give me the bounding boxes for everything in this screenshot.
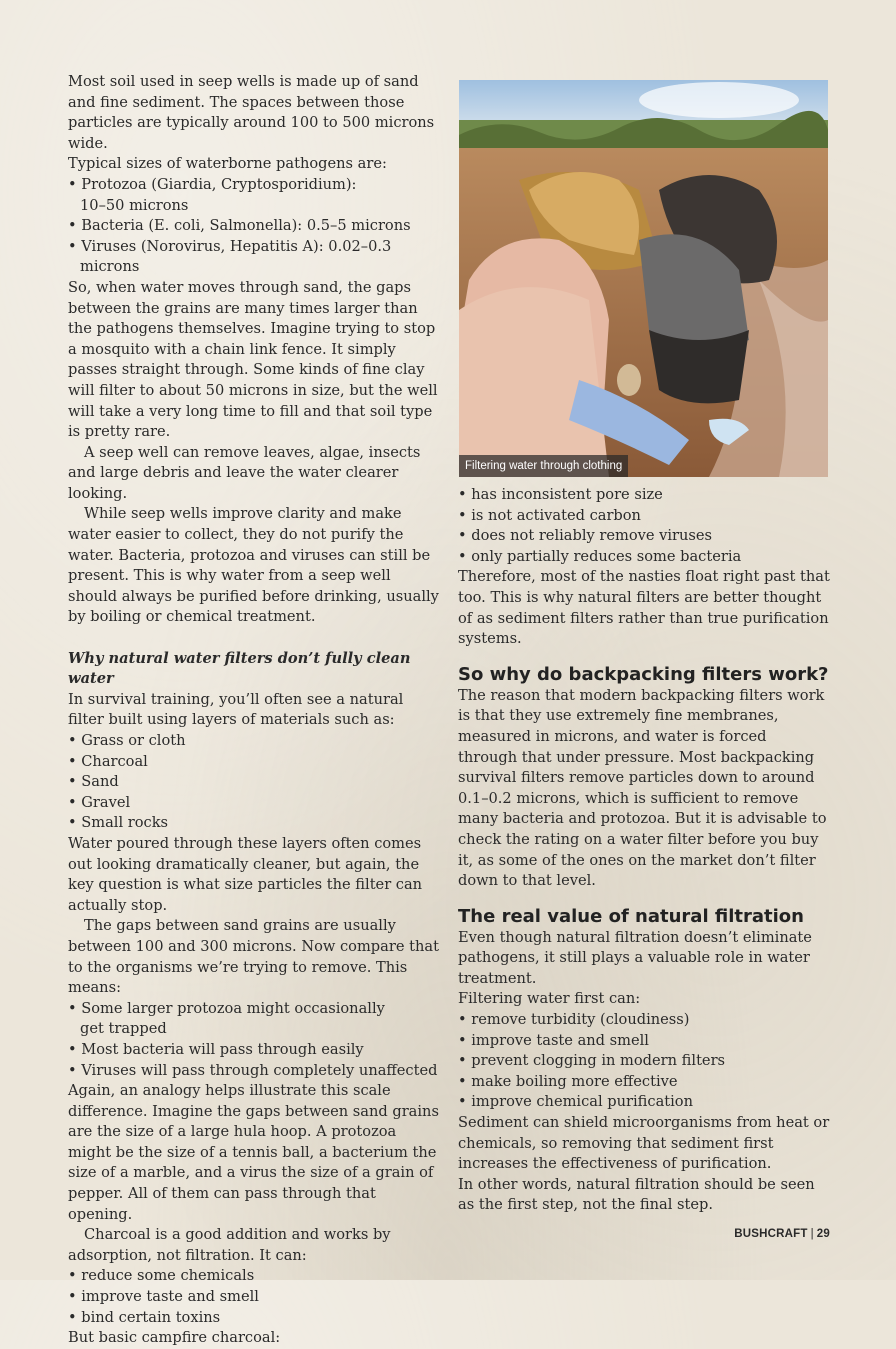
list-item: • improve chemical purification — [458, 1092, 830, 1113]
paragraph: Charcoal is a good addition and works by adsorption, not filtration. It can: — [68, 1226, 391, 1264]
paragraph: Filtering water first can: — [458, 990, 641, 1008]
magazine-name: BUSHCRAFT — [734, 1228, 808, 1240]
subheading: Why natural water filters don’t fully clean water — [68, 649, 411, 688]
page-footer — [734, 1228, 830, 1240]
footer-separator: | — [810, 1228, 814, 1240]
list-item: • has inconsistent pore size — [458, 485, 830, 506]
paragraph: Even though natural filtration doesn’t eliminate pathogens, it still plays a valuable role in water treatment. — [458, 928, 812, 987]
list-item: • make boiling more effective — [458, 1072, 830, 1093]
list-item: • Charcoal — [68, 752, 440, 773]
photo-caption: Filtering water through clothing — [459, 455, 628, 477]
list-item: • only partially reduces some bacteria — [458, 547, 830, 568]
paragraph: But basic campfire charcoal: — [68, 1329, 281, 1347]
left-column — [68, 72, 440, 1349]
right-column — [458, 485, 830, 1216]
paragraph: Again, an analogy helps illustrate this scale difference. Imagine the gaps between sand grains are the size of a large hula hoop. A protozoa might be the size of a tennis ball, a bacterium the size of a marble, and a virus the size of a grain of pepper. All of them can pass through that opening. — [68, 1082, 439, 1223]
list-item: • Bacteria (E. coli, Salmonella): 0.5–5 microns — [68, 216, 440, 237]
list-item-continuation: get trapped — [80, 1020, 167, 1038]
paragraph: Therefore, most of the nasties float right past that too. This is why natural filters are better thought of as sediment filters rather than true purification systems. — [458, 568, 830, 648]
list-item: • Protozoa (Giardia, Cryptosporidium): — [68, 175, 440, 196]
list-item: • Most bacteria will pass through easily — [68, 1040, 440, 1061]
paragraph: The reason that modern backpacking filters work is that they use extremely fine membranes, measured in microns, and water is forced through that under pressure. Most backpacking survival filters remove particles down to around 0.1–0.2 microns, which is sufficient to remove many bacteria and protozoa. But it is advisable to check the rating on a water filter before you buy it, as some of the ones on the market don’t filter down to that level. — [458, 686, 827, 890]
list-item: • does not reliably remove viruses — [458, 526, 830, 547]
paragraph: While seep wells improve clarity and make water easier to collect, they do not purify the water. Bacteria, protozoa and viruses can still be present. This is why water from a seep well should always be purified before drinking, usually by boiling or chemical treatment. — [68, 505, 439, 626]
list-item: • improve taste and smell — [68, 1287, 440, 1308]
paragraph: Water poured through these layers often comes out looking dramatically cleaner, but again, the key question is what size particles the filter can actually stop. — [68, 834, 423, 914]
section-heading: So why do backpacking filters work? — [458, 663, 829, 685]
list-item: • remove turbidity (cloudiness) — [458, 1010, 830, 1031]
section-heading: The real value of natural filtration — [458, 905, 804, 927]
list-item: • improve taste and smell — [458, 1031, 830, 1052]
list-item: • is not activated carbon — [458, 506, 830, 527]
list-item: • Viruses (Norovirus, Hepatitis A): 0.02–0.3 microns — [68, 237, 440, 278]
paragraph: Most soil used in seep wells is made up of sand and fine sediment. The spaces between those particles are typically around 100 to 500 microns wide. — [68, 73, 435, 152]
list-item-continuation: 10–50 microns — [80, 196, 189, 214]
paragraph: A seep well can remove leaves, algae, insects and large debris and leave the water clearer looking. — [68, 443, 421, 502]
list-item: • reduce some chemicals — [68, 1266, 440, 1287]
list-item: • Gravel — [68, 793, 440, 814]
paragraph: In survival training, you’ll often see a natural filter built using layers of materials such as: — [68, 690, 404, 729]
paragraph: Typical sizes of waterborne pathogens are: — [68, 155, 387, 173]
list-item: • bind certain toxins — [68, 1308, 440, 1329]
paragraph: In other words, natural filtration should be seen as the first step, not the final step. — [458, 1175, 815, 1214]
list-item: • Viruses will pass through completely unaffected — [68, 1061, 440, 1082]
page-number: 29 — [816, 1228, 830, 1240]
list-item: • Small rocks — [68, 813, 440, 834]
paragraph: So, when water moves through sand, the gaps between the grains are many times larger than the pathogens themselves. Imagine trying to stop a mosquito with a chain link fence. It simply passes straight through. Some kinds of fine clay will filter to about 50 microns in size, but the well will take a very long time to fill and that soil type is pretty rare. — [68, 278, 438, 441]
paragraph: The gaps between sand grains are usually between 100 and 300 microns. Now compare that to the organisms we’re trying to remove. This means: — [68, 917, 439, 997]
photo-filtering-water — [459, 80, 828, 477]
list-item: • Some larger protozoa might occasionally — [68, 999, 440, 1020]
list-item: • prevent clogging in modern filters — [458, 1051, 830, 1072]
list-item: • Sand — [68, 772, 440, 793]
photo-illustration — [459, 80, 828, 477]
paragraph: Sediment can shield microorganisms from heat or chemicals, so removing that sediment first increases the effectiveness of purification. — [458, 1114, 830, 1173]
list-item: • Grass or cloth — [68, 731, 440, 752]
